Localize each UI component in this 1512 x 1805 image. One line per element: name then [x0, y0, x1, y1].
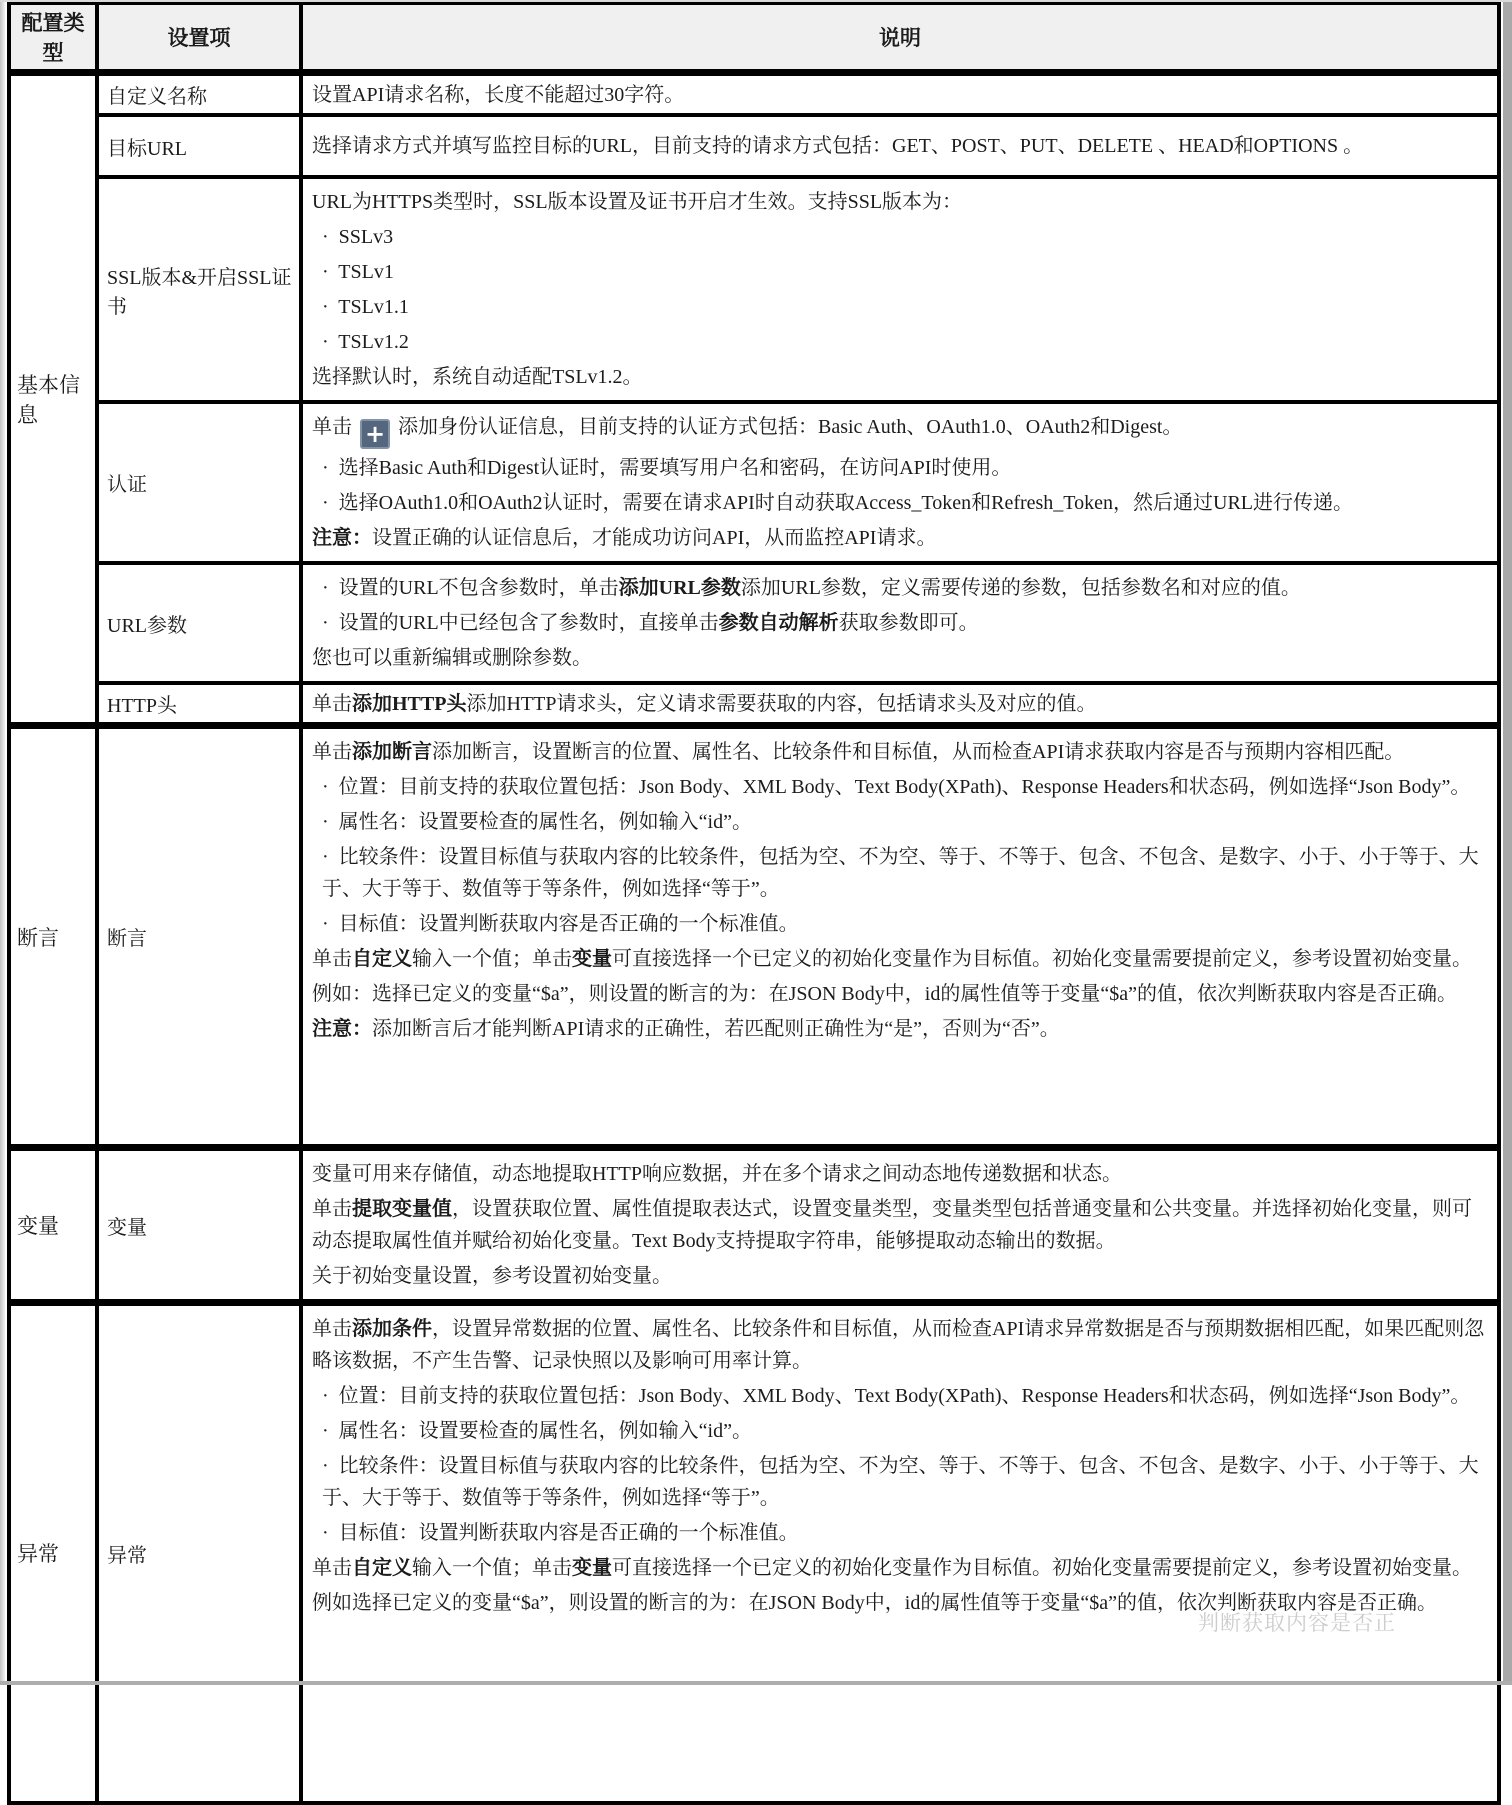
- category-exception: 异常: [9, 1303, 97, 1803]
- bold-text: 提取变量值: [352, 1198, 452, 1220]
- paragraph: [312, 79, 1487, 111]
- item-variable: 变量: [97, 1148, 301, 1303]
- bold-text: 参数自动解析: [718, 612, 839, 634]
- text-segment: 您也可以重新编辑或删除参数。: [312, 647, 592, 669]
- text-segment: · 目标值：设置判断获取内容是否正确的一个标准值。: [322, 913, 799, 935]
- paragraph: [312, 452, 1487, 484]
- text-segment: · TSLv1.1: [322, 296, 409, 318]
- paragraph: [312, 326, 1487, 358]
- table-row: [9, 115, 1499, 177]
- text-segment: 可直接选择一个已定义的初始化变量作为目标值。初始化变量需要提前定义，参考设置初始变量。: [612, 948, 1472, 970]
- text-segment: · 位置：目前支持的获取位置包括：Json Body、XML Body、Text Body(XPath)、Response Headers和状态码，例如选择“Json Body”。: [322, 776, 1471, 798]
- paragraph: [312, 978, 1487, 1010]
- paragraph: [312, 522, 1487, 554]
- item-ssl-version: SSL版本&开启SSL证书: [97, 177, 301, 402]
- text-segment: · 属性名：设置要检查的属性名，例如输入“id”。: [322, 1420, 752, 1442]
- paragraph: [312, 1380, 1487, 1412]
- table-row: [9, 563, 1499, 683]
- paragraph: [312, 642, 1487, 674]
- desc-ssl-version: [301, 177, 1499, 402]
- text-segment: 输入一个值；单击: [412, 1557, 572, 1579]
- text-segment: · TSLv1: [322, 261, 394, 283]
- text-segment: · TSLv1.2: [322, 331, 409, 353]
- paragraph: [312, 487, 1487, 519]
- paragraph: [312, 411, 1487, 449]
- paragraph: [312, 1260, 1487, 1292]
- text-segment: · 选择Basic Auth和Digest认证时，需要填写用户名和密码，在访问API时使用。: [322, 457, 1012, 479]
- table-row: [9, 402, 1499, 563]
- paragraph: [312, 607, 1487, 639]
- text-segment: 单击: [312, 1318, 352, 1340]
- text-segment: 添加URL参数，定义需要传递的参数，包括参数名和对应的值。: [740, 577, 1301, 599]
- paragraph: [312, 221, 1487, 253]
- paragraph: [312, 908, 1487, 940]
- text-segment: 添加HTTP请求头，定义请求需要获取的内容，包括请求头及对应的值。: [466, 692, 1097, 715]
- bold-text: 注意：: [312, 1018, 372, 1040]
- category-variable: 变量: [9, 1148, 97, 1303]
- paragraph: [312, 736, 1487, 768]
- paragraph: [312, 572, 1487, 604]
- text-segment: 添加断言，设置断言的位置、属性名、比较条件和目标值，从而检查API请求获取内容是否与预期内容相匹配。: [432, 741, 1405, 763]
- watermark: 判断获取内容是否正: [1198, 1611, 1396, 1635]
- text-segment: 单击: [312, 1198, 352, 1220]
- text-segment: 单击: [312, 692, 352, 715]
- text-segment: 选择请求方式并填写监控目标的URL，目前支持的请求方式包括：GET、POST、PUT、DELETE 、HEAD和OPTIONS 。: [312, 135, 1364, 157]
- table-row: [9, 683, 1499, 726]
- paragraph: [312, 186, 1487, 218]
- config-table-container: [7, 2, 1501, 1805]
- text-segment: 单击: [312, 1557, 352, 1579]
- table-row: [9, 177, 1499, 402]
- api-config-table: [7, 2, 1501, 1805]
- text-segment: 变量可用来存储值，动态地提取HTTP响应数据，并在多个请求之间动态地传递数据和状态。: [312, 1163, 1122, 1185]
- table-row: [9, 1303, 1499, 1803]
- text-segment: 可直接选择一个已定义的初始化变量作为目标值。初始化变量需要提前定义，参考设置初始变量。: [612, 1557, 1472, 1579]
- category-basic-info: 基本信息: [9, 73, 97, 726]
- text-segment: · 选择OAuth1.0和OAuth2认证时，需要在请求API时自动获取Access_Token和Refresh_Token，然后通过URL进行传递。: [322, 492, 1354, 514]
- text-segment: 添加身份认证信息，目前支持的认证方式包括：Basic Auth、OAuth1.0、OAuth2和Digest。: [398, 416, 1183, 438]
- paragraph: [312, 1587, 1487, 1619]
- paragraph: [312, 1313, 1487, 1377]
- paragraph: [312, 1517, 1487, 1549]
- item-auth: 认证: [97, 402, 301, 563]
- paragraph: [312, 1552, 1487, 1584]
- text-segment: 选择默认时，系统自动适配TSLv1.2。: [312, 366, 643, 388]
- item-assertion: 断言: [97, 726, 301, 1148]
- paragraph: [312, 771, 1487, 803]
- desc-auth: [301, 402, 1499, 563]
- bold-text: 自定义: [352, 1557, 412, 1579]
- text-segment: · 位置：目前支持的获取位置包括：Json Body、XML Body、Text Body(XPath)、Response Headers和状态码，例如选择“Json Body”。: [322, 1385, 1471, 1407]
- text-segment: 单击: [312, 948, 352, 970]
- text-segment: · 属性名：设置要检查的属性名，例如输入“id”。: [322, 811, 752, 833]
- paragraph: [312, 943, 1487, 975]
- item-url-params: URL参数: [97, 563, 301, 683]
- text-segment: · 比较条件：设置目标值与获取内容的比较条件，包括为空、不为空、等于、不等于、包含、不包含、是数字、小于、小于等于、大于、大于等于、数值等于等条件，例如选择“等于”。: [322, 1455, 1479, 1509]
- item-exception: 异常: [97, 1303, 301, 1803]
- desc-target-url: [301, 115, 1499, 177]
- bold-text: 添加断言: [352, 741, 432, 763]
- paragraph: [312, 1415, 1487, 1447]
- text-segment: · 设置的URL不包含参数时，单击: [322, 577, 619, 599]
- text-segment: 输入一个值；单击: [412, 948, 572, 970]
- scan-edge-bottom: [0, 1681, 1512, 1685]
- paragraph: [312, 130, 1487, 162]
- scan-edge-left: [0, 0, 5, 1685]
- text-segment: URL为HTTPS类型时，SSL版本设置及证书开启才生效。支持SSL版本为：: [312, 191, 963, 213]
- text-segment: 单击: [312, 416, 352, 438]
- text-segment: · SSLv3: [322, 226, 394, 248]
- bold-text: 变量: [572, 948, 612, 970]
- bold-text: 添加URL参数: [618, 577, 741, 599]
- text-segment: 例如：选择已定义的变量“$a”，则设置的断言的为：在JSON Body中，id的属性值等于变量“$a”的值，依次判断获取内容是否正确。: [312, 983, 1457, 1005]
- paragraph: [312, 841, 1487, 905]
- item-custom-name: 自定义名称: [97, 73, 301, 116]
- bold-text: 添加条件: [352, 1318, 432, 1340]
- scan-edge-right: [1503, 0, 1512, 1685]
- text-segment: · 比较条件：设置目标值与获取内容的比较条件，包括为空、不为空、等于、不等于、包含、不包含、是数字、小于、小于等于、大于、大于等于、数值等于等条件，例如选择“等于”。: [322, 846, 1479, 900]
- table-row: [9, 73, 1499, 116]
- desc-assertion: [301, 726, 1499, 1148]
- text-segment: 单击: [312, 741, 352, 763]
- text-segment: ，设置异常数据的位置、属性名、比较条件和目标值，从而检查API请求异常数据是否与预期数据相匹配，如果匹配则忽略该数据，不产生告警、记录快照以及影响可用率计算。: [312, 1318, 1485, 1372]
- header-setting-item: 设置项: [97, 4, 301, 73]
- paragraph: [312, 806, 1487, 838]
- paragraph: [312, 256, 1487, 288]
- header-config-type: 配置类型: [9, 4, 97, 73]
- paragraph: [312, 361, 1487, 393]
- text-segment: 设置正确的认证信息后，才能成功访问API，从而监控API请求。: [372, 527, 937, 549]
- text-segment: 添加断言后才能判断API请求的正确性，若匹配则正确性为“是”，否则为“否”。: [372, 1018, 1060, 1040]
- text-segment: ，设置获取位置、属性值提取表达式，设置变量类型，变量类型包括普通变量和公共变量。并选择初始化变量，则可动态提取属性值并赋给初始化变量。Text Body支持提取字符串，能够提取动态输出的数据。: [312, 1198, 1472, 1252]
- header-description: 说明: [301, 4, 1499, 73]
- scan-edge-top: [0, 0, 1512, 2]
- desc-http-header: [301, 683, 1499, 726]
- item-http-header: HTTP头: [97, 683, 301, 726]
- text-segment: 关于初始变量设置，参考设置初始变量。: [312, 1265, 672, 1287]
- paragraph: [312, 1158, 1487, 1190]
- desc-url-params: [301, 563, 1499, 683]
- paragraph: [312, 291, 1487, 323]
- desc-variable: [301, 1148, 1499, 1303]
- category-assertion: 断言: [9, 726, 97, 1148]
- table-row: [9, 726, 1499, 1148]
- table-header-row: [9, 4, 1499, 73]
- paragraph: [312, 1193, 1487, 1257]
- text-segment: 获取参数即可。: [838, 612, 979, 634]
- item-target-url: 目标URL: [97, 115, 301, 177]
- text-segment: · 目标值：设置判断获取内容是否正确的一个标准值。: [322, 1522, 799, 1544]
- text-segment: 设置API请求名称，长度不能超过30字符。: [312, 83, 685, 106]
- bold-text: 自定义: [352, 948, 412, 970]
- bold-text: 变量: [572, 1557, 612, 1579]
- desc-exception: [301, 1303, 1499, 1803]
- paragraph: [312, 1450, 1487, 1514]
- paragraph: [312, 1013, 1487, 1045]
- table-row: [9, 1148, 1499, 1303]
- paragraph: [312, 688, 1487, 720]
- plus-icon: +: [360, 419, 390, 449]
- bold-text: 注意：: [312, 527, 372, 549]
- bold-text: 添加HTTP头: [352, 692, 467, 715]
- desc-custom-name: [301, 73, 1499, 116]
- text-segment: 例如选择已定义的变量“$a”，则设置的断言的为：在JSON Body中，id的属性值等于变量“$a”的值，依次判断获取内容是否正确。: [312, 1592, 1437, 1614]
- text-segment: · 设置的URL中已经包含了参数时，直接单击: [322, 612, 719, 634]
